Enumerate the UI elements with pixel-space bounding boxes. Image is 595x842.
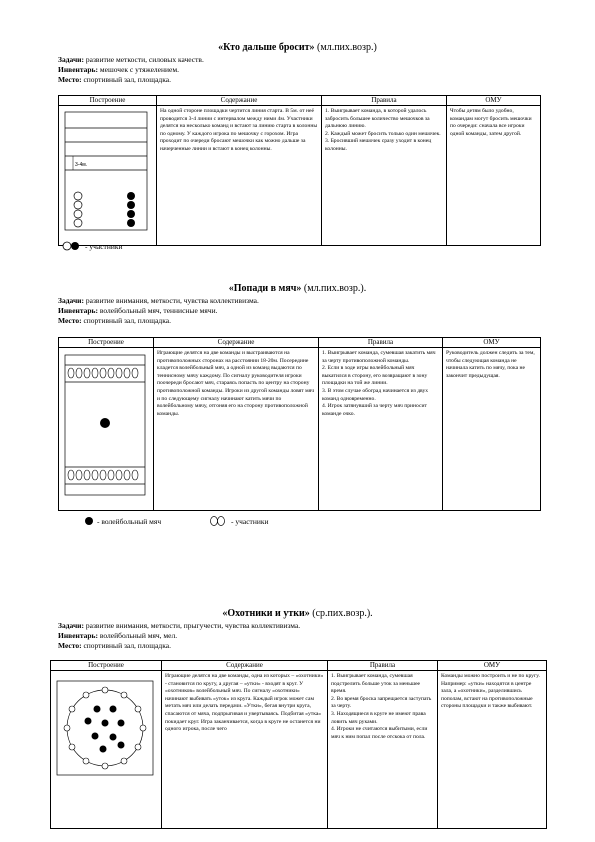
header-content: Содержание — [157, 96, 322, 106]
diagram-game-2 — [62, 352, 148, 500]
player-row-top — [68, 368, 138, 378]
header-rules: Правила — [319, 338, 443, 348]
legend-ball: - волейбольный мяч — [84, 516, 161, 526]
header-structure: Построение — [59, 338, 154, 348]
player-black — [127, 219, 135, 227]
header-omu: ОМУ — [443, 338, 541, 348]
player-black — [127, 201, 135, 209]
table-game-3 — [50, 660, 547, 829]
legend-players: - участники — [208, 516, 269, 526]
player-white — [74, 219, 82, 227]
table-game-1 — [58, 95, 541, 246]
player-row-bottom — [68, 470, 138, 480]
header-structure: Построение — [59, 96, 157, 106]
header-omu: ОМУ — [438, 661, 547, 671]
distance-label: 3-4м. — [75, 162, 88, 168]
volleyball-icon — [84, 516, 94, 526]
hunters-ring — [64, 687, 146, 769]
title-game-1: «Кто дальше бросит» (мл.пих.возр.) — [218, 42, 377, 53]
omu-cell: Чтобы детям было удобно, командам могут бросить мешочки по очереди: сначала все игроки одной команды, затем другой. — [447, 106, 541, 246]
player-white — [74, 210, 82, 218]
player-black — [127, 192, 135, 200]
rules-cell: 1. Выигрывает команда, сумевшая подстрелить больше уток за меньшее время. 2. Во время броска запрещается заступать за черту. 3. Находящиеся в круге не имеют права ловить мяч руками. 4. Игроки не считаются выбитыми, если мяч к ним попал после отскока от пола. — [328, 671, 438, 829]
header-rules: Правила — [322, 96, 447, 106]
diagram-game-3 — [55, 679, 155, 777]
header-omu: ОМУ — [447, 96, 541, 106]
header-rules: Правила — [328, 661, 438, 671]
volleyball-ball — [100, 418, 110, 428]
diagram-game-1 — [63, 110, 149, 232]
omu-cell: Команды можно построить и не по кругу. Например: «утки» находятся в центре зала, а «охотники», разделившись пополам, встают на противоположные стороны площадки и также выбивают. — [438, 671, 547, 829]
rules-cell: 1. Выигрывает команда, в которой удалось забросить большее количество мешочков за дальнюю линию. 2. Каждый может бросить только один мешочек. 3. Бросивший мешочек сразу уходит в конец колонны. — [322, 106, 447, 246]
header-content: Содержание — [154, 338, 319, 348]
title-game-2: «Попади в мяч» (мл.пих.возр.). — [228, 283, 367, 294]
participants-icon — [62, 241, 82, 251]
content-cell: На одной стороне площадки чертится линия старта. В 5м. от неё проводится 3-4 линии с интервалом между ними 4м. Участники делятся на несколько команд и встают за линию старта в колонны по одному. У каждого игрока по мешочку с горохом. Игра проходит по очереди бросают мешочки как можно дальше за начерченные линии и встают в конец колонны. — [157, 106, 322, 246]
title-game-3: «Охотники и утки» (ср.пих.возр.). — [222, 608, 373, 619]
content-cell: Играющие делятся на две команды, одна из которых – «охотники» - становится по кругу, а другая – «утки» - входят в круг. У «охотников» волейбольный мяч. По сигналу «охотники» начинают выбивать «уток» из круга. Каждый игрок может сам метать мяч или делать передачи. «Утки», бегая внутри круга, спасаются от мяча, подпрыгивая и увертываясь. Подбитая «утка» покидает круг. Игра заканчивается, когда в круге не останется ни одного игрока, после чего — [162, 671, 328, 829]
legend-game-1: - участники — [62, 241, 123, 251]
ducks-inside — [85, 706, 125, 753]
content-cell: Играющие делятся на две команды и выстраиваются на противоположных сторонах на расстоянии 18-20м. Посередине кладется волейбольный мяч, а одной из команд выдаются по теннисному мячу каждому. По сигналу руководителя игроки поочереди бросают мяч, стараясь попасть по центру на сторону противоположной команды. Игроки из другой команды ловят мяч и по следующему сигналу начинают катить мячи по волейбольному мячу, отгоняя его на сторону противоположной команды. — [154, 348, 319, 511]
header-content: Содержание — [162, 661, 328, 671]
player-white — [74, 192, 82, 200]
meta-game-3: Задачи: развитие внимания, меткости, прыгучести, чувства коллективизма. Инвентарь: волейбольный мяч, мел. Место: спортивный зал, площадка. — [58, 621, 301, 650]
meta-game-1: Задачи: развитие меткости, силовых качеств. Инвентарь: мешочек с утяжелением. Место: спортивный зал, площадка. — [58, 55, 204, 84]
rules-cell: 1. Выигрывает команда, сумевшая закатить мяч за черту противоположной команды. 2. Если в ходе игры волейбольный мяч выкатился в сторону, его возвращают в зону площадки на той же линии. 3. В этом случае обоград начинается из двух команд одновременно. 4. Игрок затянувший за черту мяч приносит команде очко. — [319, 348, 443, 511]
participants-icon — [208, 516, 228, 526]
omu-cell: Руководитель должен следить за тем, чтобы следующая команда не начинала катить по мячу, пока не закончит предыдущая. — [443, 348, 541, 511]
player-black — [127, 210, 135, 218]
table-game-2 — [58, 337, 541, 511]
meta-game-2: Задачи: развитие внимания, меткости, чувства коллективизма. Инвентарь: волейбольный мяч, теннисные мячи. Место: спортивный зал, площадка. — [58, 296, 259, 325]
player-white — [74, 201, 82, 209]
header-structure: Построение — [51, 661, 162, 671]
